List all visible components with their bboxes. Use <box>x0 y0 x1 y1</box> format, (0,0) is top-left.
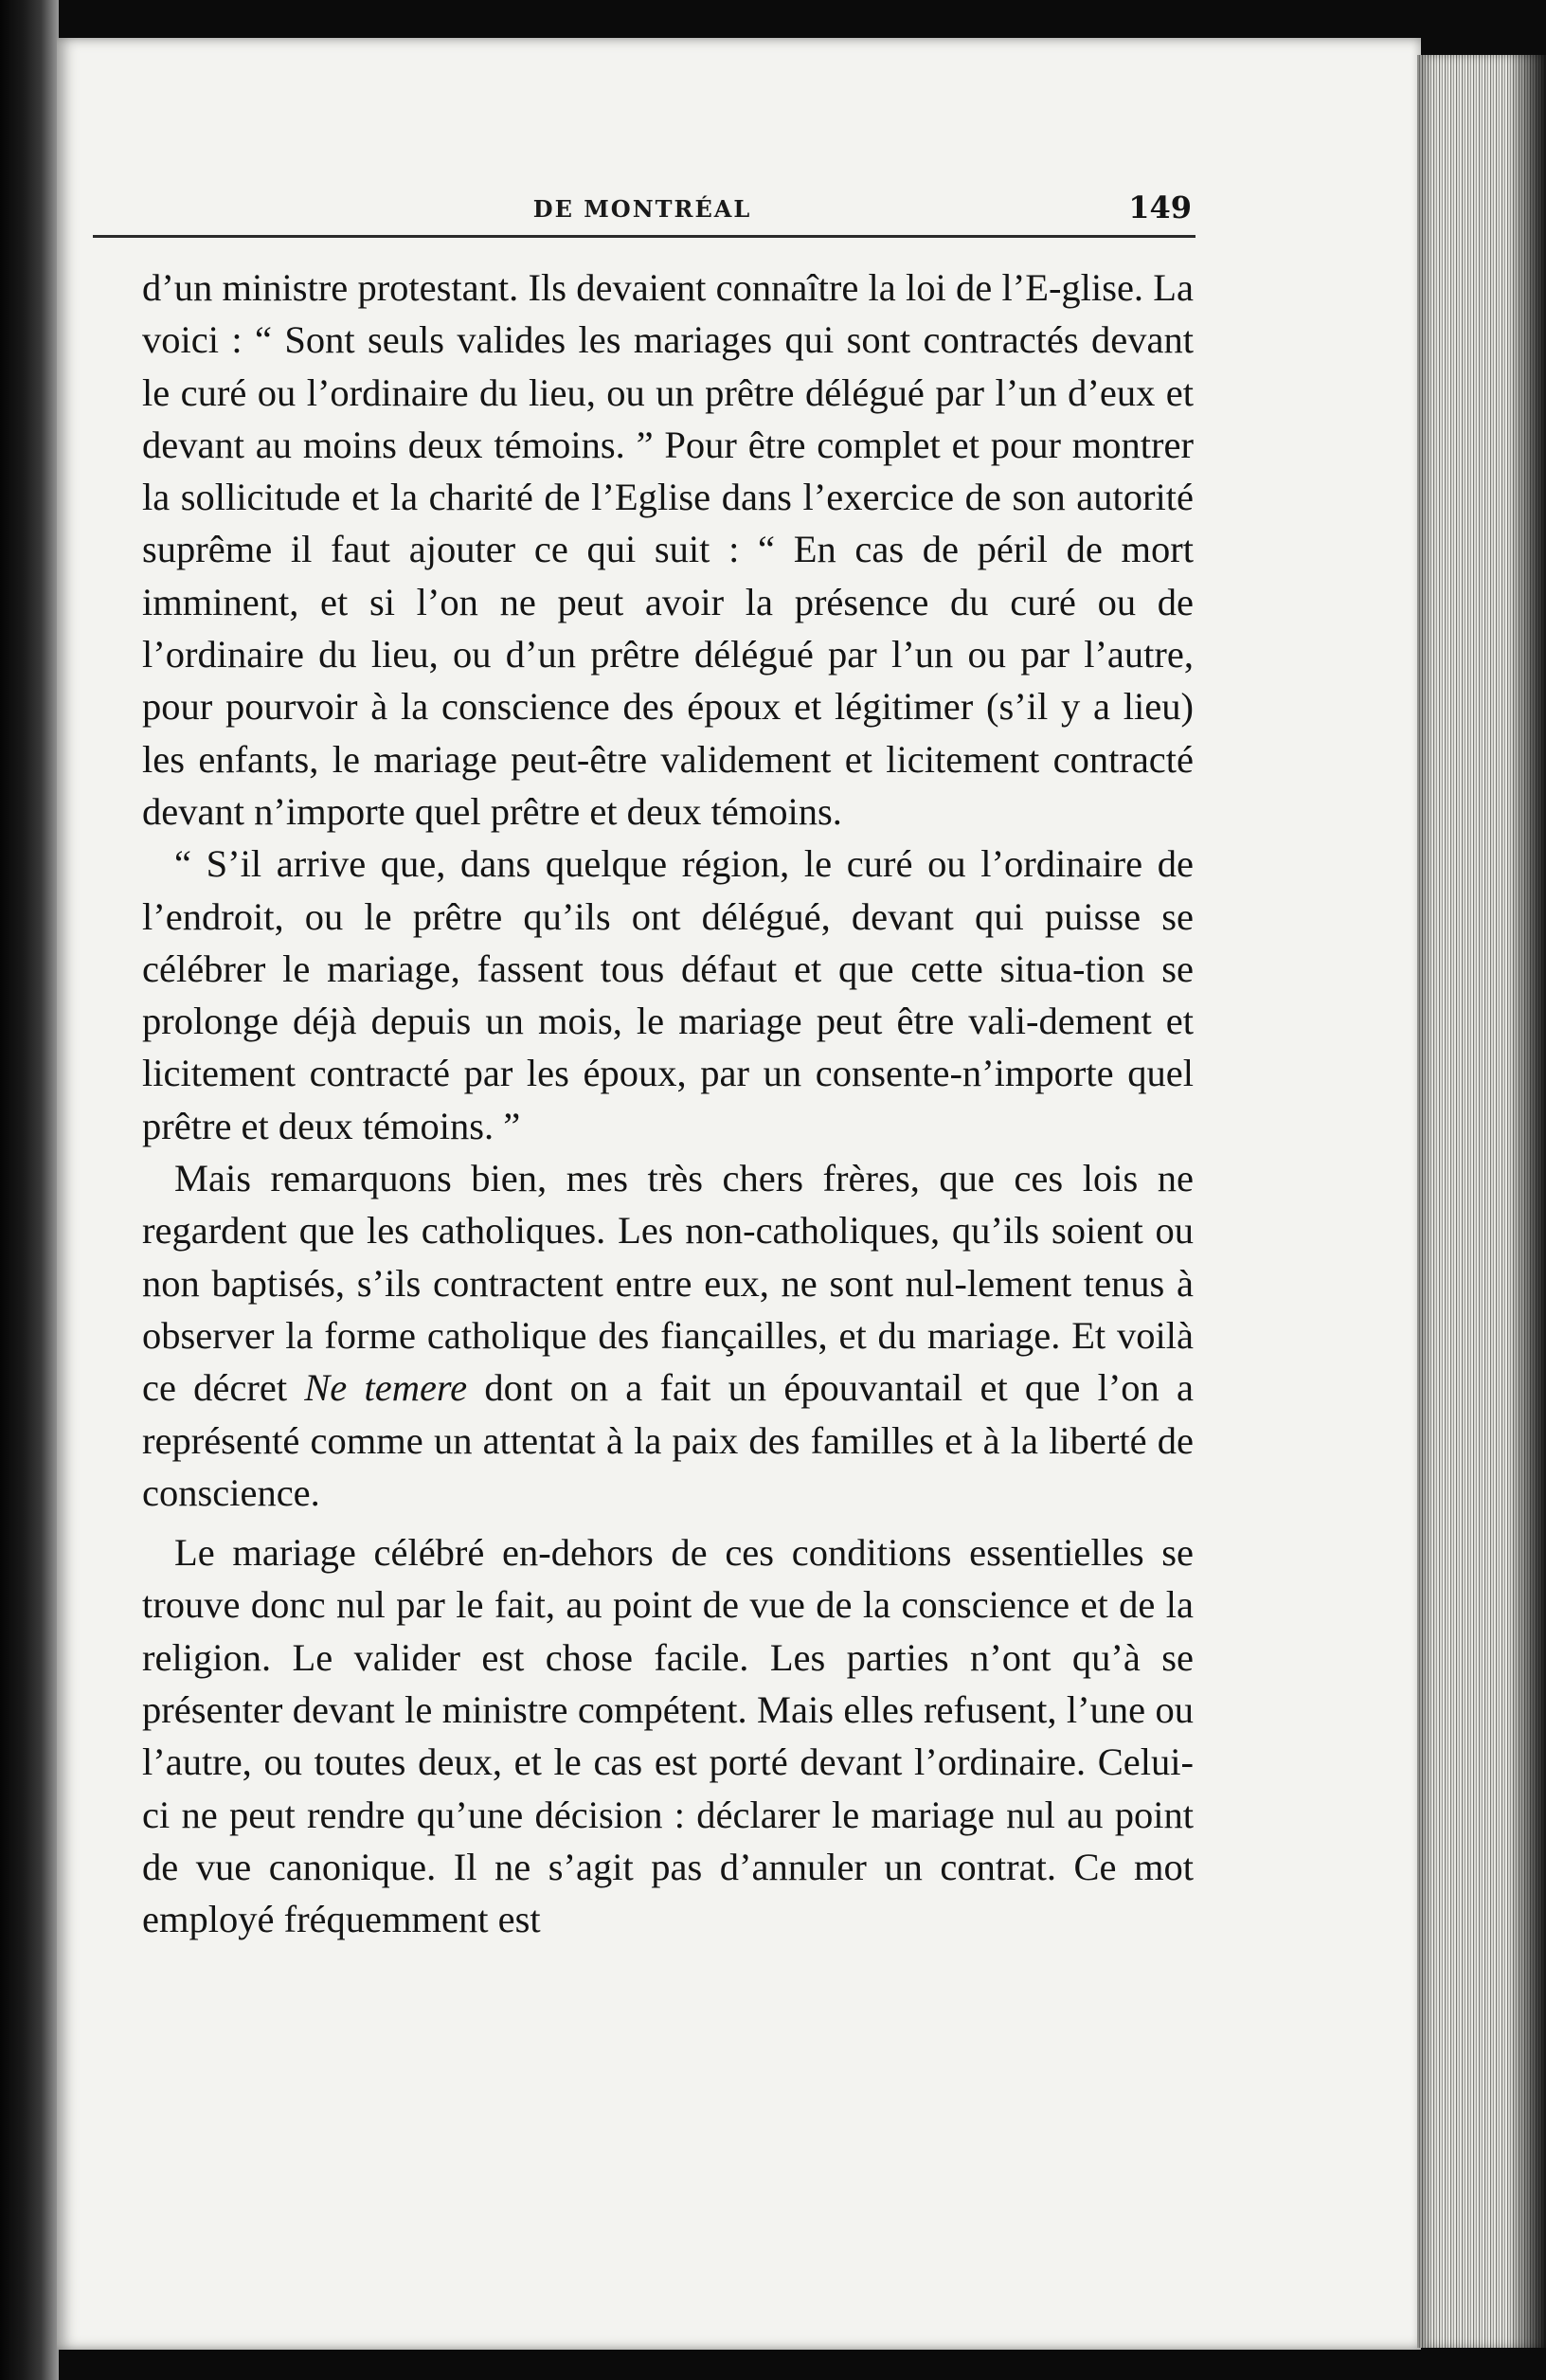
page-header <box>93 167 1192 224</box>
paragraph-2: “ S’il arrive que, dans quelque région, le curé ou l’ordinaire de l’endroit, ou le prêtre qu’ils ont délégué, devant qui puisse se célébrer le mariage, fassent tous défaut et que cette situa-tion se prolonge déjà depuis un mois, le mariage peut être vali-dement et licitement contracté par les époux, par un consente-n’importe quel prêtre et deux témoins. ” <box>142 842 1194 1147</box>
paragraph-3 <box>142 1152 1194 1519</box>
running-head: DE MONTRÉAL <box>532 195 752 223</box>
book-spine-shadow <box>0 0 59 2380</box>
page-number: 149 <box>1128 189 1192 225</box>
header-rule <box>93 235 1195 238</box>
paragraph-3-text-before: Mais remarquons bien, mes très chers frères, que ces lois ne regardent que les catholiques. Les non-catholiques, qu’ils soient ou non baptisés, s’ils contractent entre eux, ne sont nul-lement tenus à observer la forme catholique des fiançailles, et du mariage. Et voilà ce décret <box>142 1157 1194 1410</box>
page-edges <box>1417 55 1546 2348</box>
decree-title: Ne temere <box>304 1366 468 1410</box>
paragraph-1: d’un ministre protestant. Ils devaient connaître la loi de l’E-glise. La voici : “ Sont seuls valides les mariages qui sont contractés devant le curé ou l’ordinaire du lieu, ou un prêtre délégué par l’un d’eux et devant au moins deux témoins. ” Pour être complet et pour montrer la sollicitude et la charité de l’Eglise dans l’exercice de son autorité suprême il faut ajouter ce qui suit : “ En cas de péril de mort imminent, et si l’on ne peut avoir la présence du curé ou de l’ordinaire du lieu, ou d’un prêtre délégué par l’un ou par l’autre, pour pourvoir à la conscience des époux et légitimer (s’il y a lieu) les enfants, le mariage peut-être validement et licitement contracté devant n’importe quel prêtre et deux témoins. <box>142 266 1194 833</box>
paragraph-3-text-after: dont on a fait un épouvantail et que l’on a représenté comme un attentat à la paix des familles et à la liberté de conscience. <box>142 1366 1194 1514</box>
body-text <box>142 261 1194 1946</box>
paragraph-4: Le mariage célébré en-dehors de ces conditions essentielles se trouve donc nul par le fait, au point de vue de la conscience et de la religion. Le valider est chose facile. Les parties n’ont qu’à se présenter devant le ministre compétent. Mais elles refusent, l’une ou l’autre, ou toutes deux, et le cas est porté devant l’ordinaire. Celui-ci ne peut rendre qu’une décision : déclarer le mariage nul au point de vue canonique. Il ne s’agit pas d’annuler un contrat. Ce mot employé fréquemment est <box>142 1531 1194 1941</box>
